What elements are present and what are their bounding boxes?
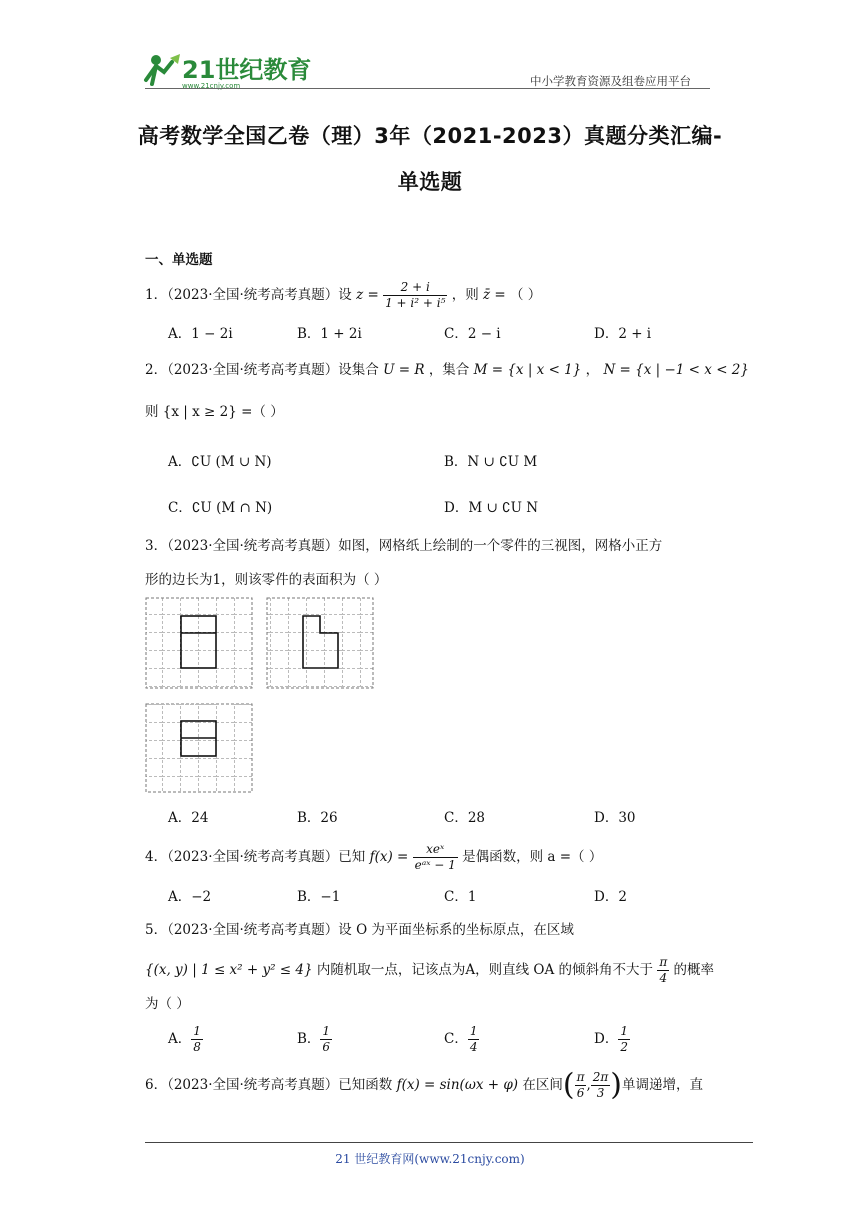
q5-c-label: C． [444, 1031, 468, 1047]
q5-d-num: 1 [620, 1024, 628, 1038]
q4-option-b: B．−1 [297, 889, 341, 905]
site-logo [142, 50, 312, 90]
q6-frac-b [591, 1070, 611, 1101]
q1-fraction [383, 280, 447, 311]
q5-four: 4 [659, 971, 668, 985]
q6-f: f(x) = sin(ωx + φ) [396, 1077, 519, 1093]
q5-a-label: A． [168, 1031, 192, 1047]
q2-option-d: D．M ∪ ∁U N [444, 500, 539, 516]
q5-option-a [168, 1024, 203, 1055]
q6-close-paren: ) [610, 1067, 623, 1103]
top-view [146, 704, 252, 792]
q2-set-n: N = {x | −1 < x < 2} [603, 362, 749, 378]
q3-option-d: D．30 [594, 810, 636, 826]
q5-d-label: D． [594, 1031, 619, 1047]
q1-prefix: 1．（2023·全国·统考高考真题）设 [145, 287, 352, 303]
footer-divider [145, 1142, 753, 1143]
q5-a-den: 8 [193, 1040, 201, 1054]
q1-zbar: z̄ = [483, 287, 506, 303]
q5-option-b [297, 1024, 332, 1055]
q6-open-paren: ( [562, 1067, 575, 1103]
q6-prefix: 6．（2023·全国·统考高考真题）已知函数 [145, 1077, 393, 1093]
q1-option-c: C．2 − i [444, 326, 501, 342]
q3-option-c: C．28 [444, 810, 486, 826]
q2-sep: ， [585, 362, 600, 378]
q2-option-a: A．∁U (M ∪ N) [168, 454, 272, 470]
q4-option-c: C．1 [444, 889, 477, 905]
q2-prefix: 2．（2023·全国·统考高考真题）设集合 [145, 362, 379, 378]
q4-option-a: A．−2 [168, 889, 212, 905]
q3-option-b: B．26 [297, 810, 338, 826]
header-divider [145, 88, 710, 89]
q1-z: z = [356, 287, 379, 303]
question-1 [145, 280, 541, 311]
q2-option-b: B．N ∪ ∁U M [444, 454, 538, 470]
q6-frac-a [575, 1070, 587, 1101]
q6-b-num: 2π [592, 1070, 609, 1084]
q5-option-d [594, 1024, 630, 1055]
q5-d-den: 2 [620, 1040, 628, 1054]
section-heading: 一、单选题 [145, 252, 213, 268]
doc-title-line1: 高考数学全国乙卷（理）3年（2021-2023）真题分类汇编- [137, 124, 723, 148]
q5-d-frac [618, 1024, 630, 1055]
q2-option-c: C．∁U (M ∩ N) [168, 500, 273, 516]
side-view [267, 598, 373, 688]
q3-line1: 3．（2023·全国·统考高考真题）如图，网格纸上绘制的一个零件的三视图，网格小正方 [145, 538, 663, 554]
q6-b-den: 3 [596, 1086, 605, 1100]
q5-option-c [444, 1024, 479, 1055]
q1-den: 1 + i² + i⁵ [385, 296, 446, 310]
site-tagline: 中小学教育资源及组卷应用平台 [530, 74, 691, 88]
q2-u: U = R [383, 362, 425, 378]
q1-option-b: B．1 + 2i [297, 326, 362, 342]
q5-end: 的概率 [673, 962, 715, 978]
q2-line2: 则 {x | x ≥ 2} =（ ） [145, 404, 284, 420]
logo-text: 21世纪教育 [182, 56, 312, 84]
q5-c-frac [468, 1024, 480, 1055]
q4-num: xeˣ [413, 842, 458, 858]
footer-text: 21 世纪教育网(www.21cnjy.com) [335, 1152, 525, 1166]
q4-end: 是偶函数，则 a =（ ） [462, 849, 603, 865]
three-view-figure [144, 596, 376, 796]
q5-line2 [145, 955, 714, 986]
q5-mid: 内随机取一点，记该点为A，则直线 OA 的倾斜角不大于 [316, 962, 654, 978]
q5-line3: 为（ ） [145, 996, 190, 1012]
q5-a-num: 1 [193, 1024, 201, 1038]
q6-a-den: 6 [576, 1086, 585, 1100]
q1-num: 2 + i [383, 280, 447, 296]
q6-a-num: π [576, 1070, 585, 1084]
q3-line2: 形的边长为1，则该零件的表面积为（ ） [145, 572, 388, 588]
q5-pi: π [659, 955, 668, 969]
q5-b-frac [320, 1024, 332, 1055]
q5-set: {(x, y) | 1 ≤ x² + y² ≤ 4} [145, 962, 313, 978]
q1-end: （ ） [510, 287, 542, 303]
q4-den: eᵃˣ − 1 [414, 858, 456, 872]
front-view [146, 598, 252, 688]
q4-f: f(x) = [369, 849, 409, 865]
question-2 [145, 360, 749, 380]
q1-mid: ，则 [451, 287, 479, 303]
q5-line1: 5．（2023·全国·统考高考真题）设 O 为平面坐标系的坐标原点，在区域 [145, 922, 574, 938]
q5-c-num: 1 [469, 1024, 478, 1038]
q6-mid: 在区间 [522, 1077, 563, 1093]
question-6: 6．（2023·全国·统考高考真题）已知函数 f(x) = sin(ωx + φ) 在区间( $\frac{\pi}{6}$ , $\frac{2\pi}{3}$ )单调递增，直 [145, 1067, 704, 1103]
q5-b-label: B． [297, 1031, 321, 1047]
q5-fraction [657, 955, 669, 986]
q3-option-a: A．24 [168, 810, 209, 826]
q5-b-den: 6 [322, 1040, 331, 1054]
q1-option-d: D．2 + i [594, 326, 652, 342]
q5-b-num: 1 [322, 1024, 331, 1038]
q4-fraction [413, 842, 458, 873]
question-4 [145, 842, 602, 873]
logo-subtext: www.21cnjy.com [182, 82, 241, 90]
q4-option-d: D．2 [594, 889, 627, 905]
q5-c-den: 4 [469, 1040, 478, 1054]
q1-option-a: A．1 − 2i [168, 326, 233, 342]
q2-set-m: M = {x | x < 1} [473, 362, 582, 378]
q4-prefix: 4．（2023·全国·统考高考真题）已知 [145, 849, 366, 865]
doc-title-line2: 单选题 [397, 170, 463, 194]
q6-end: 单调递增，直 [622, 1077, 704, 1093]
q5-a-frac [191, 1024, 203, 1055]
q2-mid: ，集合 [428, 362, 470, 378]
